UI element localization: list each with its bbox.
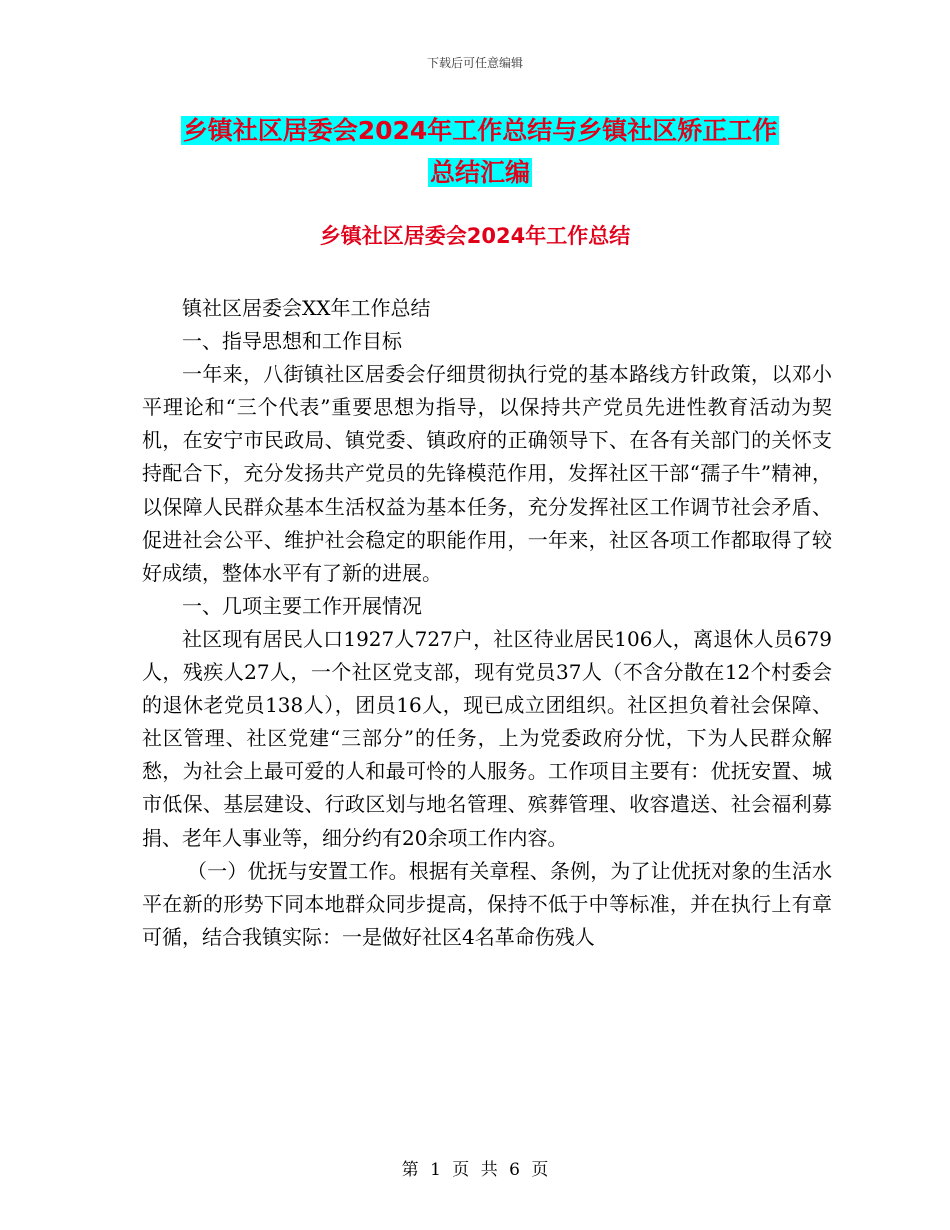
paragraph: （一）优抚与安置工作。根据有关章程、条例，为了让优抚对象的生活水平在新的形势下同本地群众同步提高，保持不低于中等标准，并在执行上有章可循，结合我镇实际：一是做好社区4名革命伤残人 xyxy=(142,858,832,949)
title-line-2: 总结汇编 xyxy=(429,158,530,187)
header-note: 下载后可任意编辑 xyxy=(426,56,523,70)
page-footer: 第 1 页 共 6 页 xyxy=(401,1160,549,1180)
title-line-1: 乡镇社区居委会2024年工作总结与乡镇社区矫正工作 xyxy=(182,116,778,145)
document-title xyxy=(140,110,820,194)
paragraph: 一年来，八街镇社区居委会仔细贯彻执行党的基本路线方针政策，以邓小平理论和“三个代表”重要思想为指导，以保持共产党员先进性教育活动为契机，在安宁市民政局、镇党委、镇政府的正确领导下、在各有关部门的关怀支持配合下，充分发扬共产党员的先锋模范作用，发挥社区干部“孺子牛”精神，以保障人民群众基本生活权益为基本任务，充分发挥社区工作调节社会矛盾、促进社会公平、维护社会稳定的职能作用，一年来，社区各项工作都取得了较好成绩，整体水平有了新的进展。 xyxy=(142,362,832,585)
paragraph: 社区现有居民人口1927人727户，社区待业居民106人，离退休人员679人，残疾人27人，一个社区党支部，现有党员37人（不含分散在12个村委会的退休老党员138人），团员16人，现已成立团组织。社区担负着社会保障、社区管理、社区党建“三部分”的任务，上为党委政府分忧，下为人民群众解愁，为社会上最可爱的人和最可怜的人服务。工作项目主要有：优抚安置、城市低保、基层建设、行政区划与地名管理、殡葬管理、收容遣送、社会福利募捐、老年人事业等，细分约有20余项工作内容。 xyxy=(142,626,832,850)
paragraph-heading-1: 一、指导思想和工作目标 xyxy=(182,329,402,354)
document-body xyxy=(142,292,832,954)
paragraph-subtitle: 镇社区居委会XX年工作总结 xyxy=(182,296,431,320)
section-title: 乡镇社区居委会2024年工作总结 xyxy=(319,224,631,248)
paragraph-heading-2: 一、几项主要工作开展情况 xyxy=(182,593,422,618)
